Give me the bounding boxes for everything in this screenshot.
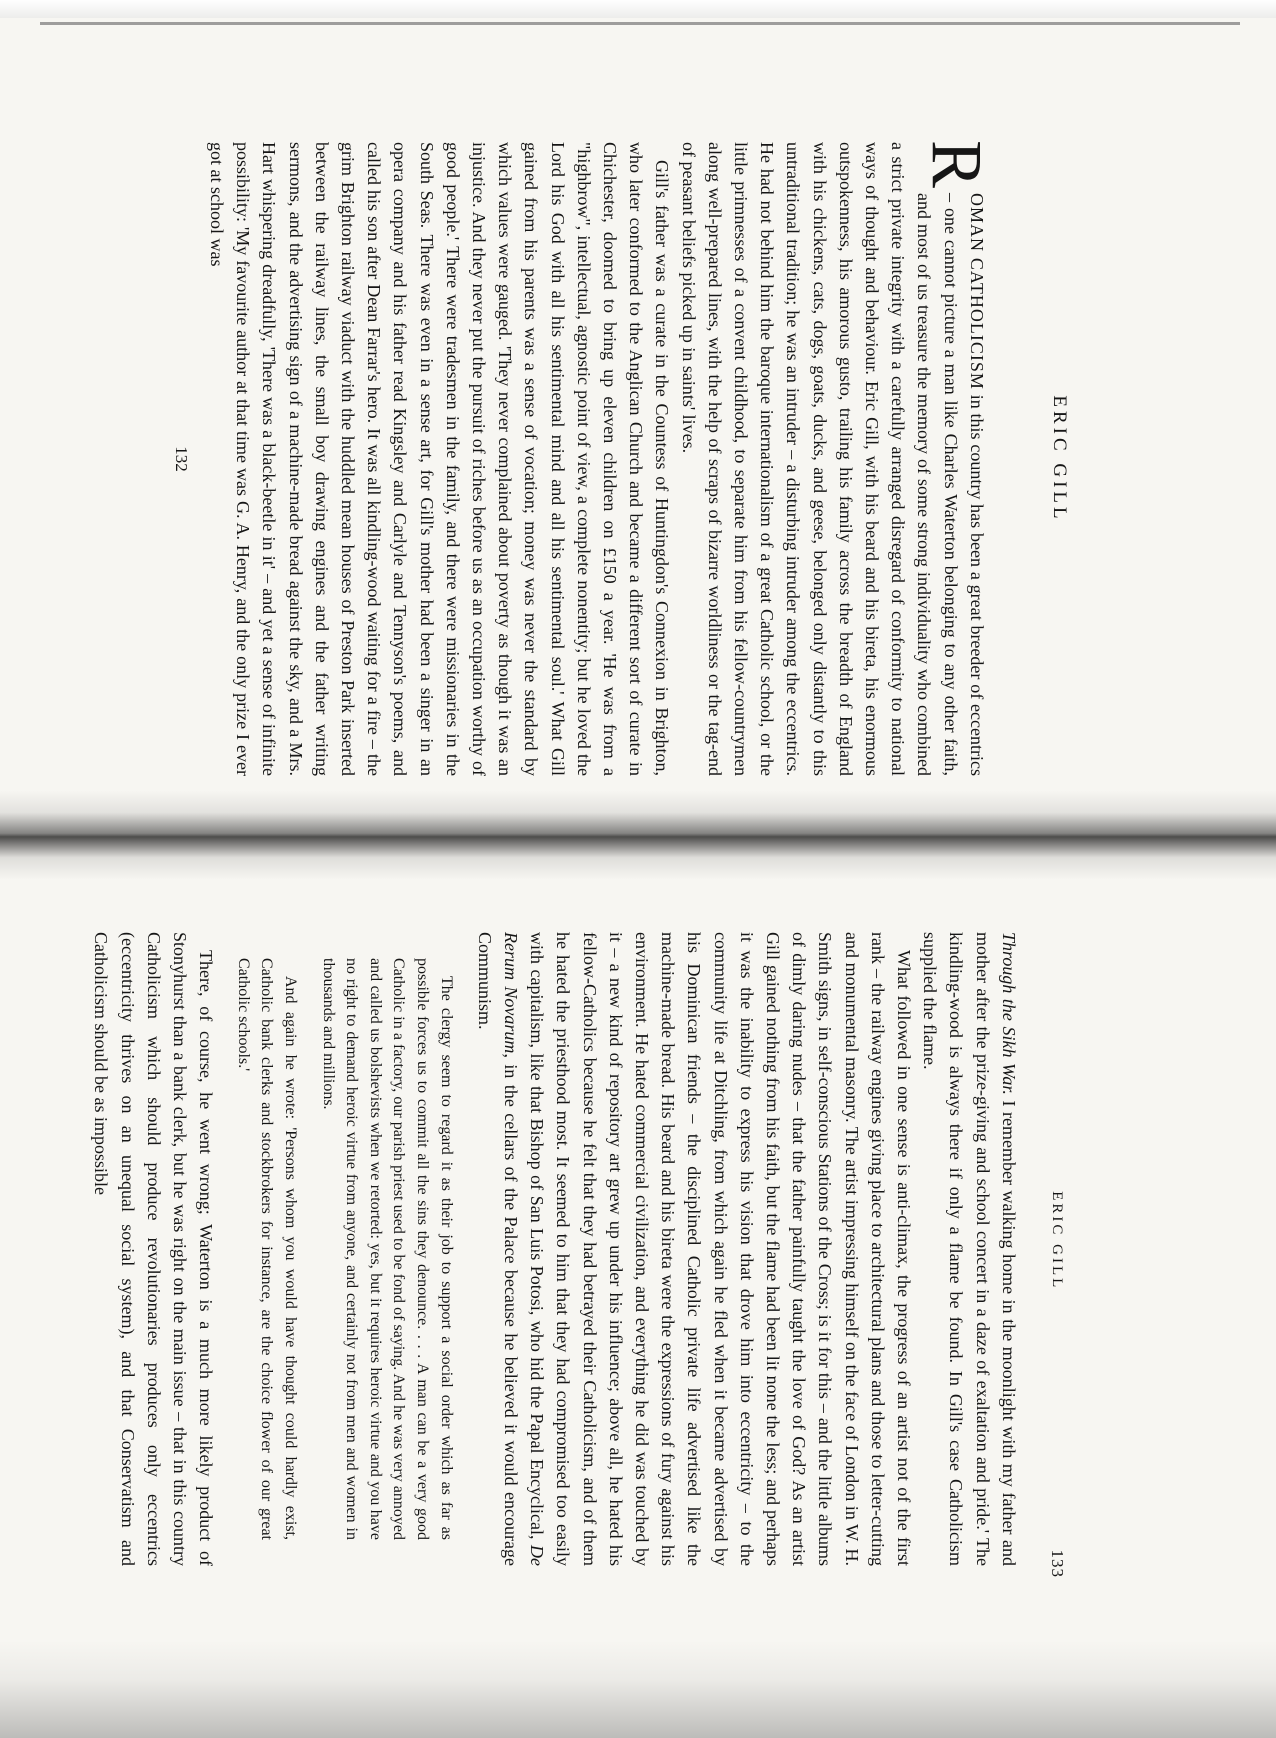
block-quote: And again he wrote: 'Persons whom you would have thought could hardly exist, Catholic bank clerks and stockbrokers for instance, are the choice flower of our great Catholic schools.': [234, 958, 299, 1540]
continuation-paragraph: [917, 932, 1022, 1566]
top-page-edge: [0, 0, 1276, 18]
running-head: ERIC GILL: [1049, 1191, 1065, 1291]
page-number: 133: [1048, 1549, 1067, 1578]
running-head-bar: [1044, 932, 1070, 1578]
paragraph: Gill's father was a curate in the Countess of Huntingdon's Connexion in Brighton, who later conformed to the Anglican Church and became a different sort of curate in Chichester, doomed to bring up eleven children on £150 a year. 'He was from a "highbrow", intellectual, agnostic point of view, a complete nonentity; but he loved the Lord his God with all his sentimental mind and all his sentimental soul.' What Gill gained from his parents was a sense of vocation; money was never the standard by which values were gauged. 'They never complained about poverty as though it was an injustice. And they never put the pursuit of riches before us as an occupation worthy of good people.' There were tradesmen in the family, and there were missionaries in the South Seas. There was even in a sense art, for Gill's mother had been a singer in an opera company and his father read Kingsley and Carlyle and Tennyson's poems, and called his son after Dean Farrar's hero. It was all kindling-wood waiting for a fire – the grim Brighton railway viaduct with the huddled mean houses of Preston Park inserted between the railway lines, the small boy drawing engines and the father writing sermons, and the advertising sign of a machine-made bread against the sky, and a Mrs. Hart whispering dreadfully, 'There was a black-beetle in it' – and yet a sense of infinite possibility: 'My favourite author at that time was G. A. Henry, and the only prize I ever got at school was: [206, 142, 673, 776]
drop-cap: R: [916, 140, 997, 189]
paragraph: [472, 932, 917, 1566]
encyclical-title-italic: De Rerum Novarum: [500, 932, 548, 1566]
paragraph: There, of course, he went wrong; Waterton is a much more likely product of Stonyhurst than a bank clerk, but he was right on the main issue – that in this country Catholicism which should produce revolutionaries produces only eccentrics (eccentricity thrives on an unequal social system), and that Conservatism and Catholicism should be as impossible: [91, 932, 217, 1566]
book-title-italic: Through the Sikh War.: [998, 932, 1019, 1095]
opening-small-caps: OMAN CATHOLICISM: [966, 193, 987, 390]
page-133: [88, 932, 1070, 1578]
block-quote: The clergy seem to regard it as their job to support a social order which as far as possible forces us to commit all the sins they denounce. . . . A man can be a very good Catholic in a factory, our parish priest used to be fond of saying. And he was very annoyed and called us bolshevists when we retorted: yes, but it requires heroic virtue and you have no right to demand heroic virtue from anyone, and certainly not from men and women in thousands and millions.: [319, 958, 455, 1540]
book-gutter: [0, 790, 1276, 880]
opening-paragraph: [675, 140, 997, 776]
running-head: ERIC GILL: [1049, 395, 1070, 523]
page-132: [168, 142, 1073, 776]
top-edge-shadow: [40, 22, 1240, 25]
paragraph-text-end: , in the cellars of the Palace because he believed it would encourage Communism.: [474, 932, 521, 1566]
bottom-page-edge: [0, 1640, 1276, 1738]
paragraph-text: What followed in one sense is anti-climax, the progress of an artist not of the first rank – the railway engines giving place to architectural plans and those to letter-cutting and monumental masonry. The artist impressing himself on the face of London in W. H. Smith signs, in self-conscious Stations of the Cross; is it for this – and the little albums of dimly daring nudes – that the father painfully taught the love of God? As an artist Gill gained nothing from his faith, but the flame had been lit none the less; and perhaps it was the inability to express his vision that drove him into eccentricity – to the community life at Ditchling, from which again he fled when it became advertised by his Dominican friends – the disciplined Catholic private life advertised like the machine-made bread. His beard and his bireta were the expressions of fury against his environment. He hated commercial civilization, and everything he did was touched by it – a new kind of repository art grew up under his influence; above all, he hated his fellow-Catholics because he felt that they had betrayed their Catholicism, and of them he hated the priesthood most. It seemed to him that they had compromised too easily with capitalism, like that Bishop of San Luis Potosi, who hid the Papal Encyclical,: [527, 932, 914, 1566]
page-number: 132: [171, 446, 191, 472]
opening-paragraph-text: in this country has been a great breeder of eccentrics – one cannot picture a man like Charles Waterton belonging to any other faith, and most of us treasure the memory of some strong individuality who combined a strict private integrity with a carefully arranged disregard of conformity to national ways of thought and behaviour. Eric Gill, with his beard and his bireta, his enormous outspokenness, his amorous gusto, trailing his family across the breadth of England with his chickens, cats, dogs, goats, ducks, and geese, belonged only distantly to this untraditional tradition; he was an intruder – a disturbing intruder among the eccentrics. He had not behind him the baroque internationalism of a great Catholic school, or the little primnesses of a convent childhood, to separate him from his fellow-countrymen along well-prepared lines, with the help of scraps of bizarre worldliness or the tag-end of peasant beliefs picked up in saints' lives.: [678, 142, 987, 776]
continuation-text: I remember walking home in the moonlight with my father and mother after the prize-giving and school concert in a daze of exaltation and pride.' The kindling-wood is always there if only a flame be found. In Gill's case Catholicism supplied the flame.: [920, 932, 1019, 1567]
